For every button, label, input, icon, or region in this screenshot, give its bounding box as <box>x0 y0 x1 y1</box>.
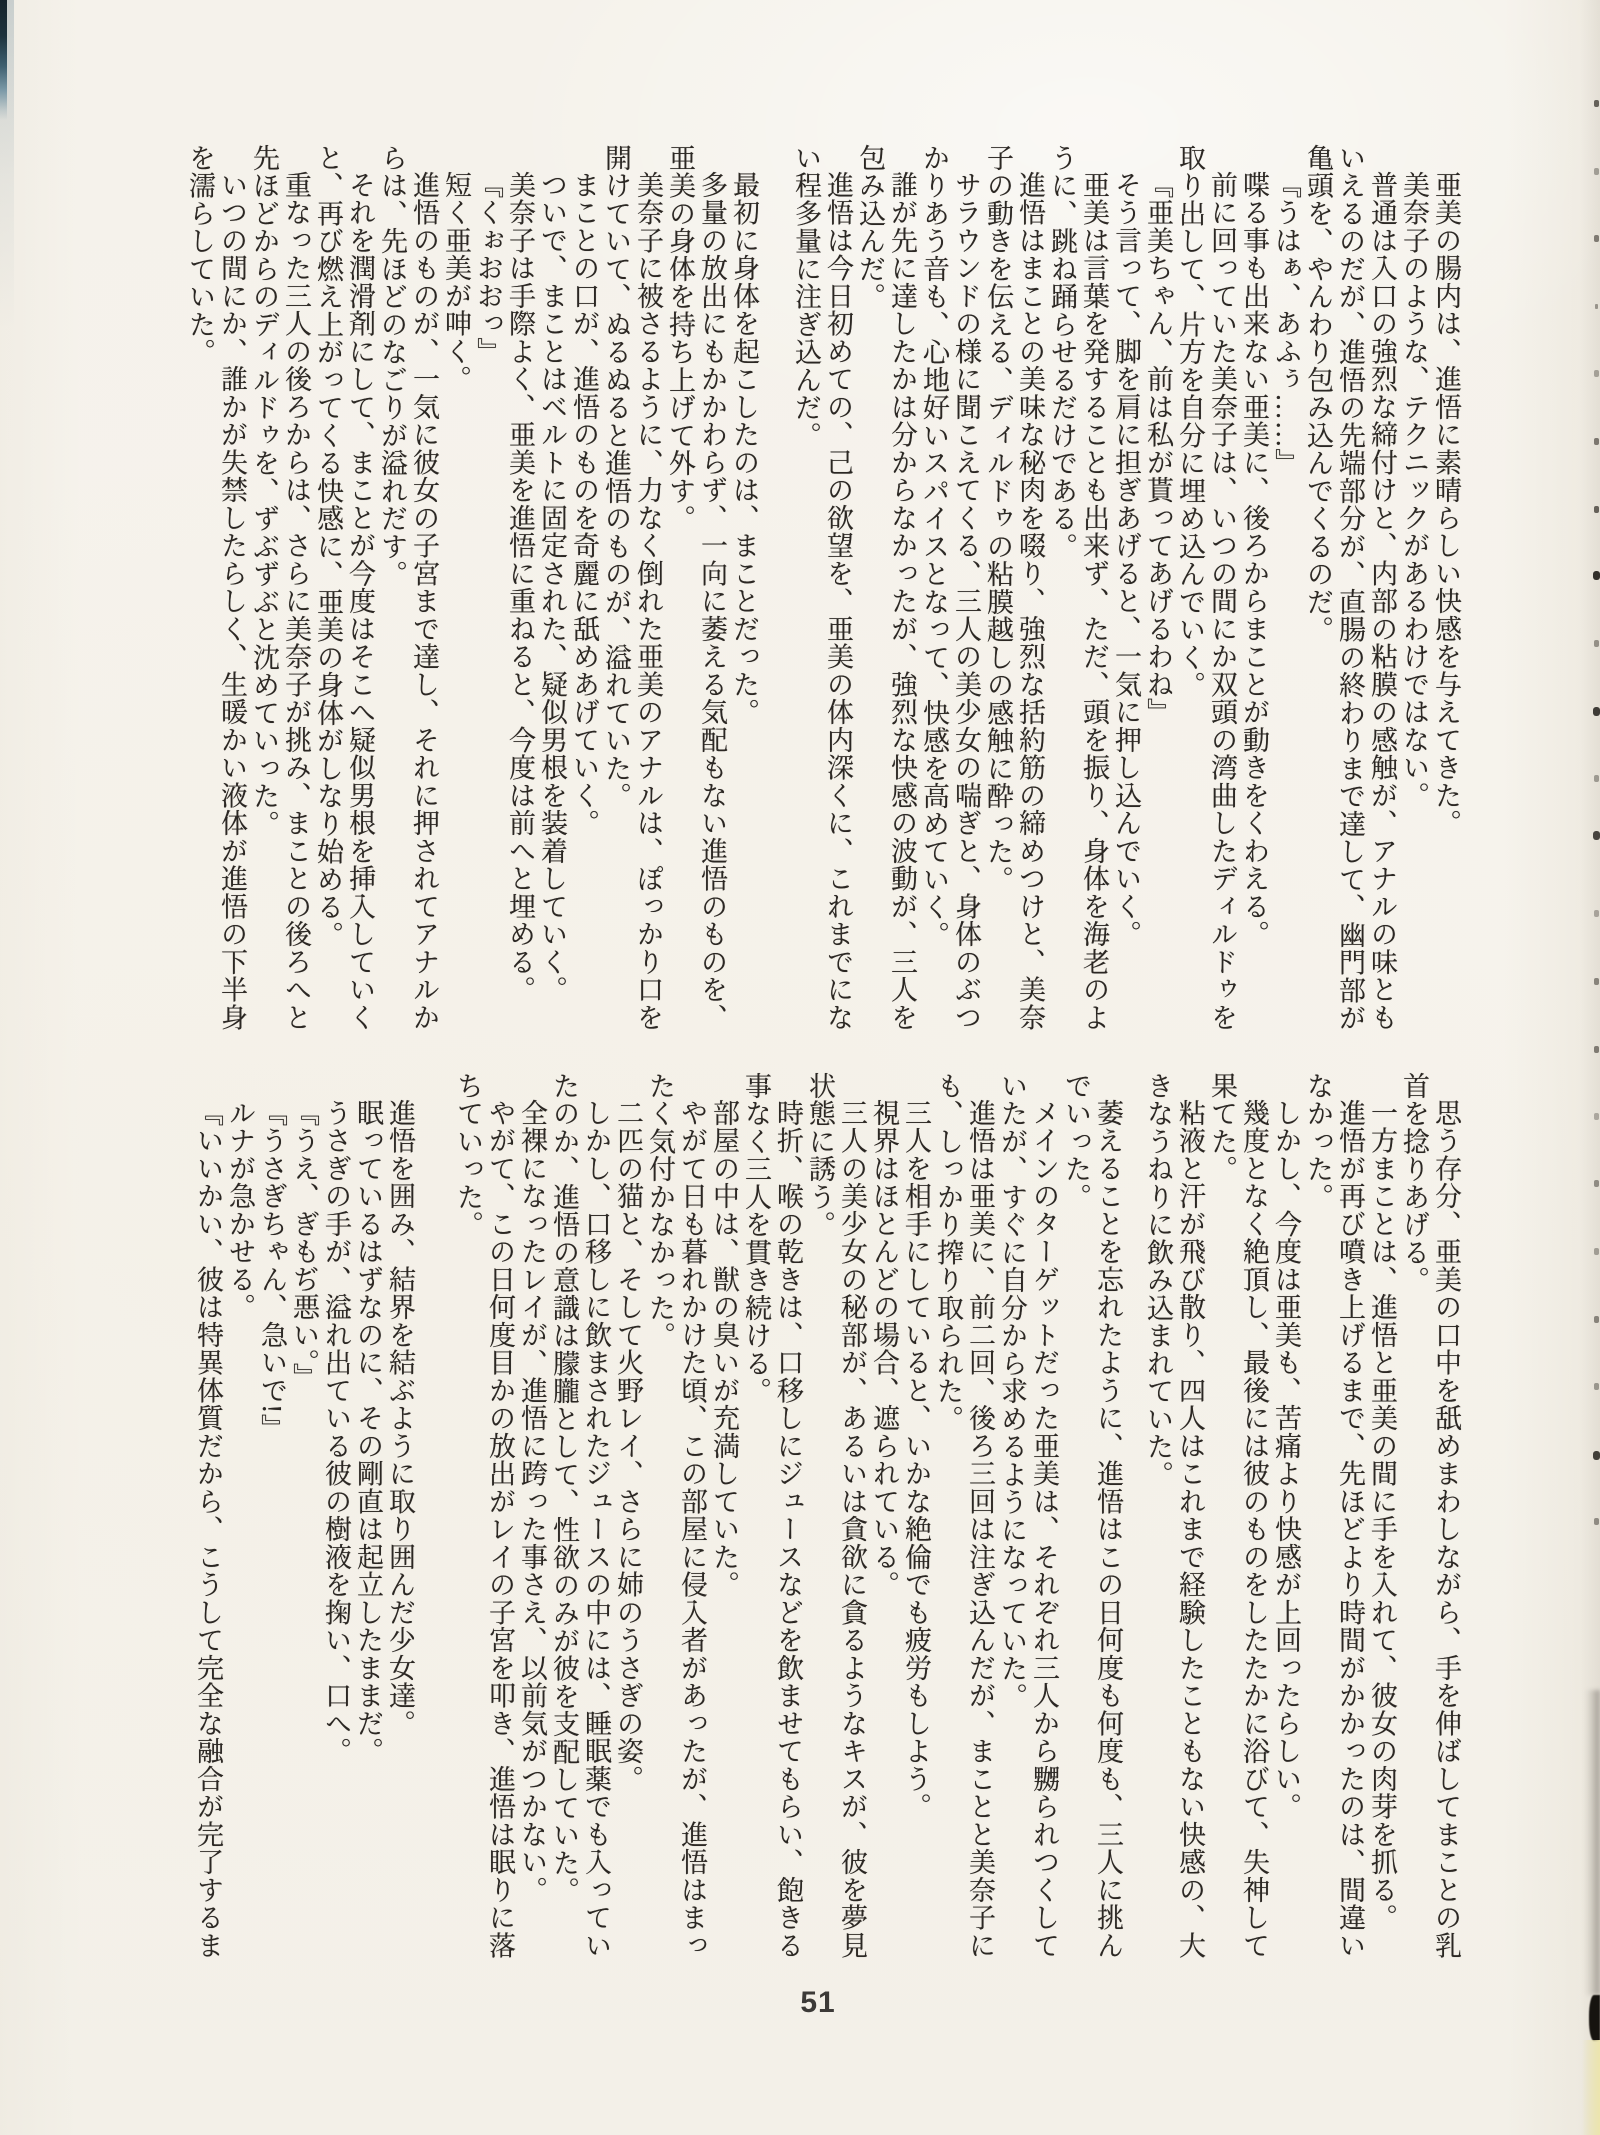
paragraph: まことの口が、進悟のものを奇麗に舐めあげていく。 <box>569 171 599 837</box>
paragraph: 美奈子に被さるように、力なく倒れた亜美のアナルは、ぽっかり口を開けていて、ぬるぬると進悟のものが、溢れていた。 <box>601 144 663 1032</box>
paragraph: 視界はほとんどの場合、遮られている。 <box>869 1099 899 1599</box>
scan-edge-discoloration-bottom-right <box>1582 2040 1600 2135</box>
paragraph: 粘液と汗が飛び散り、四人はこれまで経験したこともない快感の、大きなうねりに飲み込まれていた。 <box>1143 1072 1205 1960</box>
paragraph: 短く亜美が呻く。 <box>441 171 471 393</box>
paragraph: 重なった三人の後ろからは、さらに美奈子が挑み、まことの後ろへと先ほどからのディルドゥを、ずぶずぶと沈めていった。 <box>249 144 311 1032</box>
paragraph: 『うはぁ、あふぅ……』 <box>1271 171 1301 477</box>
paragraph: しかし、口移しに飲まされたジュースの中には、睡眠薬でも入っていたのか、進悟の意識は朦朧として、性欲のみが彼を支配していた。 <box>549 1072 611 1960</box>
scan-edge-mark-top-left <box>0 0 7 120</box>
paragraph: サラウンドの様に聞こえてくる、三人の美少女の喘ぎと、身体のぶつかりあう音も、心地好いスパイスとなって、快感を高めていく。 <box>919 144 981 1032</box>
paragraph: 最初に身体を起こしたのは、まことだった。 <box>729 171 759 726</box>
paragraph: 喋る事も出来ない亜美に、後ろからまことが動きをくわえる。 <box>1239 171 1269 948</box>
paragraph: 進悟を囲み、結界を結ぶように取り囲んだ少女達。 <box>385 1099 415 1738</box>
paragraph: うさぎの手が、溢れ出ている彼の樹液を掬い、口へ。 <box>321 1099 351 1765</box>
paragraph: やがて、この日何度目かの放出がレイの子宮を叩き、進悟は眠りに落ちていった。 <box>453 1072 515 1960</box>
paragraph: それを潤滑剤にして、まことが今度はそこへ疑似男根を挿入していくと、再び燃え上がってくる快感に、亜美の身体がしなり始める。 <box>313 144 375 1032</box>
paragraph: 誰が先に達したかは分からなかったが、強烈な快感の波動が、三人を包み込んだ。 <box>855 144 917 1032</box>
paragraph: ルナが急かせる。 <box>225 1099 255 1321</box>
paragraph: 進悟は今日初めての、己の欲望を、亜美の体内深くに、これまでにない程多量に注ぎ込んだ。 <box>791 144 853 1032</box>
paragraph: 部屋の中は、獣の臭いが充満していた。 <box>709 1099 739 1599</box>
scan-edge-specks-right <box>1594 100 1599 107</box>
paragraph: ついで、まことはベルトに固定された、疑似男根を装着していく。 <box>537 171 567 1004</box>
paragraph: 『亜美ちゃん、前は私が貰ってあげるわね』 <box>1143 171 1173 726</box>
paragraph: 多量の放出にもかかわらず、一向に萎える気配もない進悟のものを、亜美の身体を持ち上げて外す。 <box>665 144 727 1032</box>
paragraph: 進悟は亜美に、前二回、後ろ三回は注ぎ込んだが、まことと美奈子にも、しっかり搾り取られた。 <box>933 1072 995 1960</box>
paragraph: 前に回っていた美奈子は、いつの間にか双頭の湾曲したディルドゥを取り出して、片方を自分に埋め込んでいく。 <box>1175 144 1237 1032</box>
paragraph: 進悟のものが、一気に彼女の子宮まで達し、それに押されてアナルからは、先ほどのなごりが溢れだす。 <box>377 144 439 1032</box>
paragraph: 美奈子のような、テクニックがあるわけではない。 <box>1399 171 1429 810</box>
paragraph: メインのターゲットだった亜美は、それぞれ三人から嬲られつくしていたが、すぐに自分から求めるようになっていた。 <box>997 1072 1059 1960</box>
page-number: 51 <box>800 1986 836 2019</box>
paragraph: 全裸になったレイが、進悟に跨った事さえ、以前気がつかない。 <box>517 1099 547 1904</box>
paragraph: 『いいかい、彼は特異体質だから、こうして完全な融合が完了するま <box>193 1099 223 1960</box>
paragraph: しかし、今度は亜美も、苦痛より快感が上回ったらしい。 <box>1271 1099 1301 1821</box>
text-block-top <box>132 144 1462 1035</box>
paragraph: 時折、喉の乾きは、口移しにジュースなどを飲ませてもらい、飽きる事なく三人を貫き続ける。 <box>741 1072 803 1960</box>
paragraph: 亜美の腸内は、進悟に素晴らしい快感を与えてきた。 <box>1431 171 1461 837</box>
paragraph: 『うえ、ぎもぢ悪い。』 <box>289 1099 319 1391</box>
paragraph: 美奈子は手際よく、亜美を進悟に重ねると、今度は前へと埋める。 <box>505 171 535 1004</box>
paragraph: やがて日も暮れかけた頃、この部屋に侵入者があったが、進悟はまったく気付かなかった。 <box>645 1072 707 1960</box>
paragraph: 進悟はまことの美味な秘肉を啜り、強烈な括約筋の締めつけと、美奈子の動きを伝える、ディルドゥの粘膜越しの感触に酔った。 <box>983 144 1045 1032</box>
paragraph: 『うさぎちゃん、急いで!』 <box>257 1099 287 1442</box>
paragraph: 『くぉおおっ』 <box>473 171 503 366</box>
paragraph: 進悟が再び噴き上げるまで、先ほどより時間がかかったのは、間違いなかった。 <box>1303 1072 1365 1960</box>
text-block-bottom <box>132 1072 1462 1963</box>
paragraph: 一方まことは、進悟と亜美の間に手を入れて、彼女の肉芽を抓る。 <box>1367 1099 1397 1932</box>
scan-edge-smudge-right <box>1585 1690 1600 1995</box>
paragraph: 普通は入口の強烈な締付けと、内部の粘膜の感触が、アナルの味ともいえるのだが、進悟の先端部分が、直腸の終わりまで達して、幽門部が亀頭を、やんわり包み込んでくるのだ。 <box>1303 144 1397 1032</box>
paragraph: 萎えることを忘れたように、進悟はこの日何度も何度も、三人に挑んでいった。 <box>1061 1072 1123 1960</box>
paragraph: 三人の美少女の秘部が、あるいは貪欲に貪るようなキスが、彼を夢見状態に誘う。 <box>805 1072 867 1960</box>
paragraph: 二匹の猫と、そして火野レイ、さらに姉のうさぎの姿。 <box>613 1099 643 1793</box>
paragraph: いつの間にか、誰かが失禁したらしく、生暖かい液体が進悟の下半身を濡らしていた。 <box>185 144 247 1032</box>
paragraph: 思う存分、亜美の口中を舐めまわしながら、手を伸ばしてまことの乳首を捻りあげる。 <box>1399 1072 1461 1960</box>
paragraph: 幾度となく絶頂し、最後には彼のものをしたたかに浴びて、失神して果てた。 <box>1207 1072 1269 1960</box>
paragraph: そう言って、脚を肩に担ぎあげると、一気に押し込んでいく。 <box>1111 171 1141 948</box>
paragraph: 眠っているはずなのに、その剛直は起立したままだ。 <box>353 1099 383 1765</box>
paragraph: 亜美は言葉を発することも出来ず、ただ、頭を振り、身体を海老のように、跳ね踊らせるだけである。 <box>1047 144 1109 1032</box>
paragraph: 三人を相手にしていると、いかな絶倫でも疲労もしよう。 <box>901 1099 931 1821</box>
scan-edge-blob-right <box>1589 1995 1600 2041</box>
